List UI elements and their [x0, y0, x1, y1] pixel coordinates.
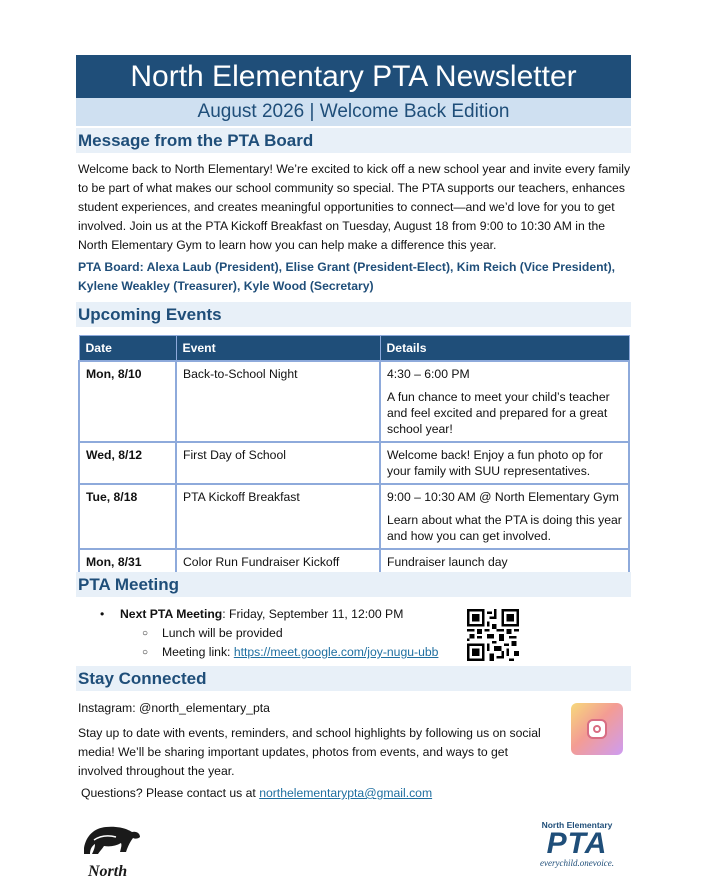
circle-bullet-icon: ○ — [142, 628, 149, 639]
event-details — [380, 442, 629, 484]
event-name: Back-to-School Night — [176, 361, 380, 442]
event-details — [380, 361, 629, 442]
event-name: First Day of School — [176, 442, 380, 484]
bullet-icon: • — [100, 607, 105, 621]
instagram-handle: Instagram: @north_elementary_pta — [78, 701, 270, 715]
instagram-icon — [587, 719, 607, 739]
connected-heading: Stay Connected — [76, 666, 631, 691]
pta-logo — [525, 820, 629, 880]
bear-icon — [80, 818, 142, 858]
table-row — [79, 484, 629, 549]
connected-body: Stay up to date with events, reminders, and school highlights by following us on social media! We’ll be sharing important updates, photos from events, and ways to get involved throughout the year. — [78, 726, 541, 778]
newsletter-title: North Elementary PTA Newsletter — [76, 55, 631, 98]
message-heading: Message from the PTA Board — [76, 128, 631, 153]
pta-logo-mark: PTA — [546, 827, 608, 860]
event-date: Tue, 8/18 — [79, 484, 176, 549]
newsletter-subtitle: August 2026 | Welcome Back Edition — [76, 98, 631, 126]
events-heading: Upcoming Events — [76, 302, 631, 327]
event-name: Color Run Fundraiser Kickoff — [176, 549, 380, 575]
meeting-list — [100, 605, 438, 662]
table-row — [79, 442, 629, 484]
pta-logo-school: North Elementary — [541, 820, 613, 830]
contact-email-link[interactable]: northelementarypta@gmail.com — [259, 786, 433, 800]
event-detail-line: Fundraiser launch day — [387, 555, 508, 569]
column-header-date: Date — [79, 336, 176, 362]
contact-label: Questions? Please contact us at — [81, 786, 260, 800]
meeting-link-label: Meeting link: — [162, 645, 234, 659]
lunch-note: Lunch will be provided — [162, 626, 283, 640]
meeting-heading: PTA Meeting — [76, 572, 631, 597]
instagram-qr-icon[interactable] — [571, 703, 623, 755]
event-detail-line: Learn about what the PTA is doing this year and how you can get involved. — [387, 513, 622, 543]
events-table-header — [79, 336, 629, 362]
event-date: Mon, 8/31 — [79, 549, 176, 575]
meeting-link[interactable]: https://meet.google.com/joy-nugu-ubb — [233, 645, 439, 659]
event-detail-line: 9:00 – 10:30 AM @ North Elementary Gym — [387, 490, 619, 504]
event-date: Wed, 8/12 — [79, 442, 176, 484]
contact-line — [81, 786, 432, 800]
event-detail-line: Welcome back! Enjoy a fun photo op for your family with SUU representatives. — [387, 448, 603, 478]
column-header-details: Details — [380, 336, 629, 362]
north-logo-text: North — [88, 863, 128, 880]
list-item — [100, 605, 438, 624]
pta-board-list: PTA Board: Alexa Laub (President), Elise Grant (President-Elect), Kim Reich (Vice President), Kylene Weakley (Treasurer), Kyle Wood (Secretary) — [78, 260, 616, 293]
list-item — [100, 643, 438, 662]
event-date: Mon, 8/10 — [79, 361, 176, 442]
column-header-event: Event — [176, 336, 380, 362]
next-meeting-value: : Friday, September 11, 12:00 PM — [222, 607, 404, 621]
message-body: Welcome back to North Elementary! We’re excited to kick off a new school year and invite every family to be part of what makes our school community so special. The PTA supports our teachers, enhances student experiences, and creates meaningful opportunities to connect—and we’d love for you to get involved. Join us at the PTA Kickoff Breakfast on Tuesday, August 18 from 9:00 to 10:30 AM in the North Elementary Gym to learn how you can help make a difference this year. — [78, 162, 631, 252]
north-bear-logo — [80, 818, 142, 878]
circle-bullet-icon: ○ — [142, 647, 149, 658]
qr-code-icon[interactable] — [467, 609, 519, 661]
events-table — [78, 335, 630, 576]
event-detail-line: 4:30 – 6:00 PM — [387, 367, 470, 381]
table-row — [79, 361, 629, 442]
event-details — [380, 484, 629, 549]
pta-logo-tagline: everychild.onevoice. — [540, 858, 614, 868]
next-meeting-label: Next PTA Meeting — [120, 607, 223, 621]
event-detail-line: A fun chance to meet your child’s teacher and feel excited and prepared for a great school year! — [387, 390, 610, 436]
list-item — [100, 624, 438, 643]
event-name: PTA Kickoff Breakfast — [176, 484, 380, 549]
